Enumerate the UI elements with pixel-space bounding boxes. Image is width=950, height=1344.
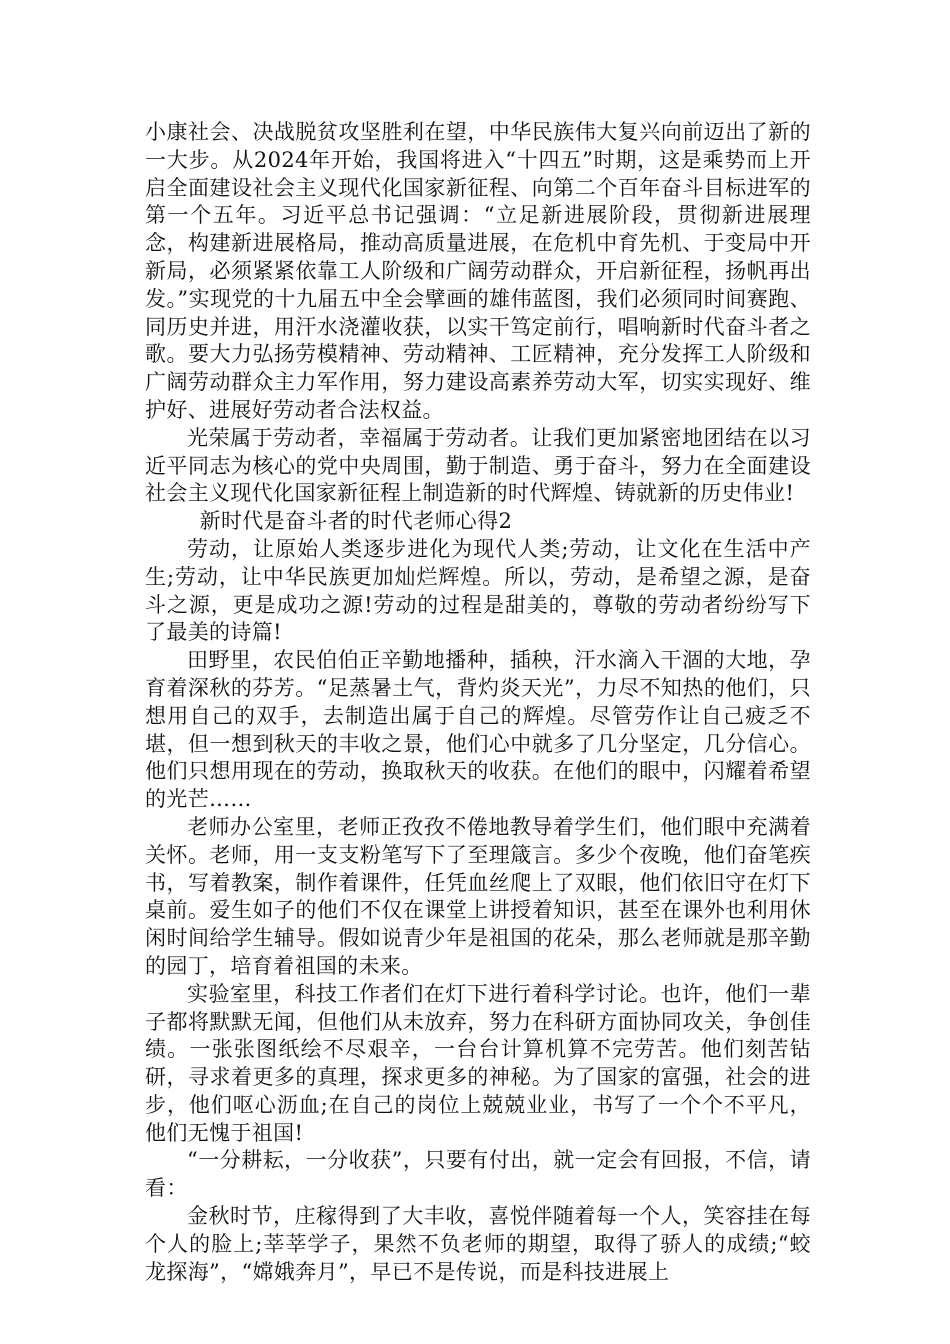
paragraph-7: “一分耕耘，一分收获”，只要有付出，就一定会有回报，不信，请看： [145, 1148, 811, 1201]
document-body [145, 119, 811, 1286]
section-heading: 新时代是奋斗者的时代老师心得2 [199, 509, 513, 534]
paragraph-8: 金秋时节，庄稼得到了大丰收，喜悦伴随着每一个人，笑容挂在每个人的脸上;莘莘学子，果然不负老师的期望，取得了骄人的成绩;“蛟龙探海”，“嫦娥奔月”，早已不是传说，而是科技进展上 [145, 1204, 811, 1284]
paragraph-2: 光荣属于劳动者，幸福属于劳动者。让我们更加紧密地团结在以习近平同志为核心的党中央周围，勤于制造、勇于奋斗，努力在全面建设社会主义现代化国家新征程上制造新的时代辉煌、铸就新的历史伟业! [145, 425, 811, 506]
paragraph-5: 老师办公室里，老师正孜孜不倦地教导着学生们，他们眼中充满着关怀。老师，用一支支粉笔写下了至理箴言。多少个夜晚，他们奋笔疾书，写着教案，制作着课件，任凭血丝爬上了双眼，他们依旧守在灯下桌前。爱生如子的他们不仅在课堂上讲授着知识，甚至在课外也利用休闲时间给学生辅导。假如说青少年是祖国的花朵，那么老师就是那辛勤的园丁，培育着祖国的未来。 [145, 814, 811, 978]
paragraph-3: 劳动，让原始人类逐步进化为现代人类;劳动，让文化在生活中产生;劳动，让中华民族更加灿烂辉煌。所以，劳动，是希望之源，是奋斗之源，更是成功之源!劳动的过程是甜美的，尊敬的劳动者纷纷写下了最美的诗篇! [145, 536, 811, 645]
paragraph-6: 实验室里，科技工作者们在灯下进行着科学讨论。也许，他们一辈子都将默默无闻，但他们从未放弃，努力在科研方面协同攻关，争创佳绩。一张张图纸绘不尽艰辛，一台台计算机算不完劳苦。他们刻苦钻研，寻求着更多的真理，探求更多的神秘。为了国家的富强，社会的进步，他们呕心沥血;在自己的岗位上兢兢业业，书写了一个个不平凡，他们无愧于祖国! [145, 981, 811, 1145]
paragraph-4: 田野里，农民伯伯正辛勤地播种，插秧，汗水滴入干涸的大地，孕育着深秋的芬芳。“足蒸暑土气，背灼炎天光”，力尽不知热的他们，只想用自己的双手，去制造出属于自己的辉煌。尽管劳作让自己疲乏不堪，但一想到秋天的丰收之景，他们心中就多了几分坚定，几分信心。他们只想用现在的劳动，换取秋天的收获。在他们的眼中，闪耀着希望的光芒…… [145, 648, 811, 812]
paragraph-1: 小康社会、决战脱贫攻坚胜利在望，中华民族伟大复兴向前迈出了新的一大步。从2024年开始，我国将进入“十四五”时期，这是乘势而上开启全面建设社会主义现代化国家新征程、向第二个百年奋斗目标进军的第一个五年。习近平总书记强调：“立足新进展阶段，贯彻新进展理念，构建新进展格局，推动高质量进展，在危机中育先机、于变局中开新局，必须紧紧依靠工人阶级和广阔劳动群众，开启新征程，扬帆再出发。”实现党的十九届五中全会擘画的雄伟蓝图，我们必须同时间赛跑、同历史并进，用汗水浇灌收获，以实干笃定前行，唱响新时代奋斗者之歌。要大力弘扬劳模精神、劳动精神、工匠精神，充分发挥工人阶级和广阔劳动群众主力军作用，努力建设高素养劳动大军，切实实现好、维护好、进展好劳动者合法权益。 [145, 120, 811, 422]
